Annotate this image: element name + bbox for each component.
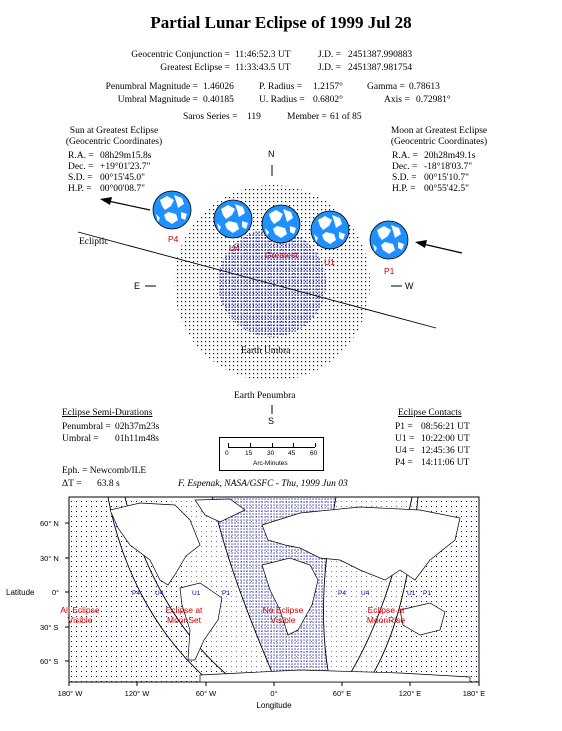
greatest-label: Greatest [265, 250, 298, 260]
west-label: W [405, 281, 414, 291]
moon-p1-icon [370, 221, 408, 259]
u-radius-label: U. Radius = [259, 95, 305, 105]
ecliptic-label: Ecliptic [79, 237, 109, 247]
scale-tick: 60 [310, 450, 318, 457]
page-title: Partial Lunar Eclipse of 1999 Jul 28 [150, 13, 412, 32]
penumbral-magnitude-label: Penumbral Magnitude = [105, 82, 198, 92]
penumbra-label: Earth Penumbra [234, 391, 296, 401]
u1-label: U1 [324, 257, 335, 267]
saros-label: Saros Series = [183, 112, 238, 122]
sun-ra-label: R.A. = [68, 151, 94, 161]
no-eclipse-label: No Eclipse Visible [262, 605, 304, 625]
u1-contact-label: U1 = [395, 434, 415, 444]
curve-label-u1: U1 [407, 590, 416, 597]
umbral-magnitude-label: Umbral Magnitude = [117, 95, 198, 105]
sun-title: Sun at Greatest Eclipse [69, 126, 159, 136]
moon-p4-icon [153, 191, 191, 229]
moon-u4-icon [214, 200, 252, 238]
axis-label: Axis = [384, 95, 410, 105]
p4-label: P4 [168, 234, 179, 244]
u4-contact-label: U4 = [395, 446, 415, 456]
moon-title: Moon at Greatest Eclipse [390, 126, 488, 136]
saros: 119 [247, 112, 261, 122]
p-radius-label: P. Radius = [259, 82, 303, 92]
credit: F. Espenak, NASA/GSFC - Thu, 1999 Jun 03 [178, 479, 348, 489]
p4-contact-label: P4 = [395, 458, 413, 468]
moonrise-label: Eclipse at MoonRise [366, 605, 406, 625]
moon-dec: -18°18'03.7" [424, 162, 473, 172]
penumbral-duration: 02h37m23s [115, 422, 160, 432]
lon-tick: 180° W [57, 689, 83, 698]
sun-dec-label: Dec. = [68, 162, 94, 172]
lat-tick: 30° N [40, 554, 59, 563]
scale-tick: 0 [225, 450, 229, 457]
u4-contact: 12:45:36 UT [421, 446, 470, 456]
u4-label: U4 [229, 243, 240, 253]
south-label: S [268, 416, 275, 426]
p4-contact: 14:11:06 UT [421, 458, 470, 468]
moon-sd-label: S.D. = [392, 173, 417, 183]
umbral-magnitude: 0.40185 [203, 95, 234, 105]
scale-tick: 45 [288, 450, 296, 457]
member-label: Member = [287, 112, 327, 122]
curve-label-u4: U4 [155, 590, 164, 597]
lat-tick: 60° N [40, 519, 59, 528]
axis: 0.72981° [416, 95, 451, 105]
conjunction-jd-label: J.D. = [318, 50, 342, 60]
curve-label-u4: U4 [361, 590, 370, 597]
greatest-eclipse-time: 11:33:43.5 UT [235, 63, 291, 73]
sun-hp-label: H.P. = [68, 184, 92, 194]
greatest-eclipse-jd: 2451387.981754 [348, 63, 413, 73]
lon-tick: 60° W [195, 689, 217, 698]
sun-sd-label: S.D. = [68, 173, 93, 183]
moon-ra-label: R.A. = [392, 151, 418, 161]
lon-tick: 0° [270, 689, 278, 698]
lat-tick: 60° S [40, 657, 59, 666]
delta-t: 63.8 s [97, 479, 120, 489]
north-label: N [268, 149, 275, 159]
lat-tick: 0° [52, 588, 60, 597]
conjunction-label: Geocentric Conjunction = [131, 50, 230, 60]
curve-label-p4: P4 [132, 590, 140, 597]
umbral-duration: 01h11m48s [115, 434, 159, 444]
moon-sd: 00°15'10.7" [424, 173, 470, 183]
lon-tick: 120° W [124, 689, 150, 698]
scale-tick: 30 [267, 450, 275, 457]
member: 61 of 85 [330, 112, 362, 122]
contacts-title: Eclipse Contacts [398, 408, 462, 418]
gamma: 0.78613 [409, 82, 440, 92]
lon-tick: 120° E [398, 689, 422, 698]
sun-subtitle: (Geocentric Coordinates) [65, 137, 163, 147]
p1-contact: 08:56:21 UT [421, 422, 470, 432]
moon-hp-label: H.P. = [392, 184, 416, 194]
p1-label: P1 [384, 266, 395, 276]
penumbral-magnitude: 1.46026 [203, 82, 234, 92]
moon-hp: 00°55'42.5" [424, 184, 470, 194]
moon-subtitle: (Geocentric Coordinates) [390, 137, 488, 147]
p1-contact-label: P1 = [395, 422, 413, 432]
arrow-right-icon [415, 240, 462, 253]
moon-greatest-icon [262, 205, 300, 243]
latitude-title: Latitude [6, 588, 35, 597]
u-radius: 0.6802° [313, 95, 343, 105]
curve-label-p4: P4 [338, 590, 346, 597]
conjunction-time: 11:46:52.3 UT [235, 50, 291, 60]
sun-ra: 08h29m15.8s [100, 151, 152, 161]
curve-label-u1: U1 [192, 590, 201, 597]
all-eclipse-label: All Eclipse Visible [60, 605, 100, 625]
conjunction-jd: 2451387.990883 [348, 50, 413, 60]
moon-dec-label: Dec. = [392, 162, 418, 172]
gamma-label: Gamma = [367, 82, 405, 92]
greatest-eclipse-jd-label: J.D. = [318, 63, 342, 73]
greatest-eclipse-label: Greatest Eclipse = [160, 63, 230, 73]
moonset-label: Eclipse at MoonSet [165, 605, 203, 625]
semidurations-title: Eclipse Semi-Durations [62, 408, 153, 418]
arrow-left-icon [100, 197, 150, 210]
delta-t-label: ΔT = [62, 479, 82, 489]
moon-u1-icon [311, 211, 349, 249]
sun-hp: 00°00'08.7" [100, 184, 146, 194]
longitude-title: Longitude [256, 701, 292, 710]
lon-tick: 180° E [462, 689, 486, 698]
u1-contact: 10:22:00 UT [421, 434, 470, 444]
ephemeris: Eph. = Newcomb/ILE [62, 466, 147, 476]
moon-ra: 20h28m49.1s [424, 151, 476, 161]
lat-tick: 30° S [40, 623, 59, 632]
scale-label: Arc-Minutes [253, 460, 288, 467]
sun-dec: +19°01'23.7" [100, 162, 151, 172]
umbra-label: Earth Umbra [241, 346, 291, 356]
scale-box [219, 437, 324, 471]
penumbral-duration-label: Penumbral = [62, 422, 111, 432]
curve-label-p1: P1 [423, 590, 431, 597]
curve-label-p1: P1 [222, 590, 230, 597]
sun-sd: 00°15'45.0" [100, 173, 146, 183]
p-radius: 1.2157° [313, 82, 343, 92]
lon-tick: 60° E [332, 689, 352, 698]
east-label: E [134, 281, 141, 291]
scale-tick: 15 [245, 450, 253, 457]
umbral-duration-label: Umbral = [62, 434, 99, 444]
